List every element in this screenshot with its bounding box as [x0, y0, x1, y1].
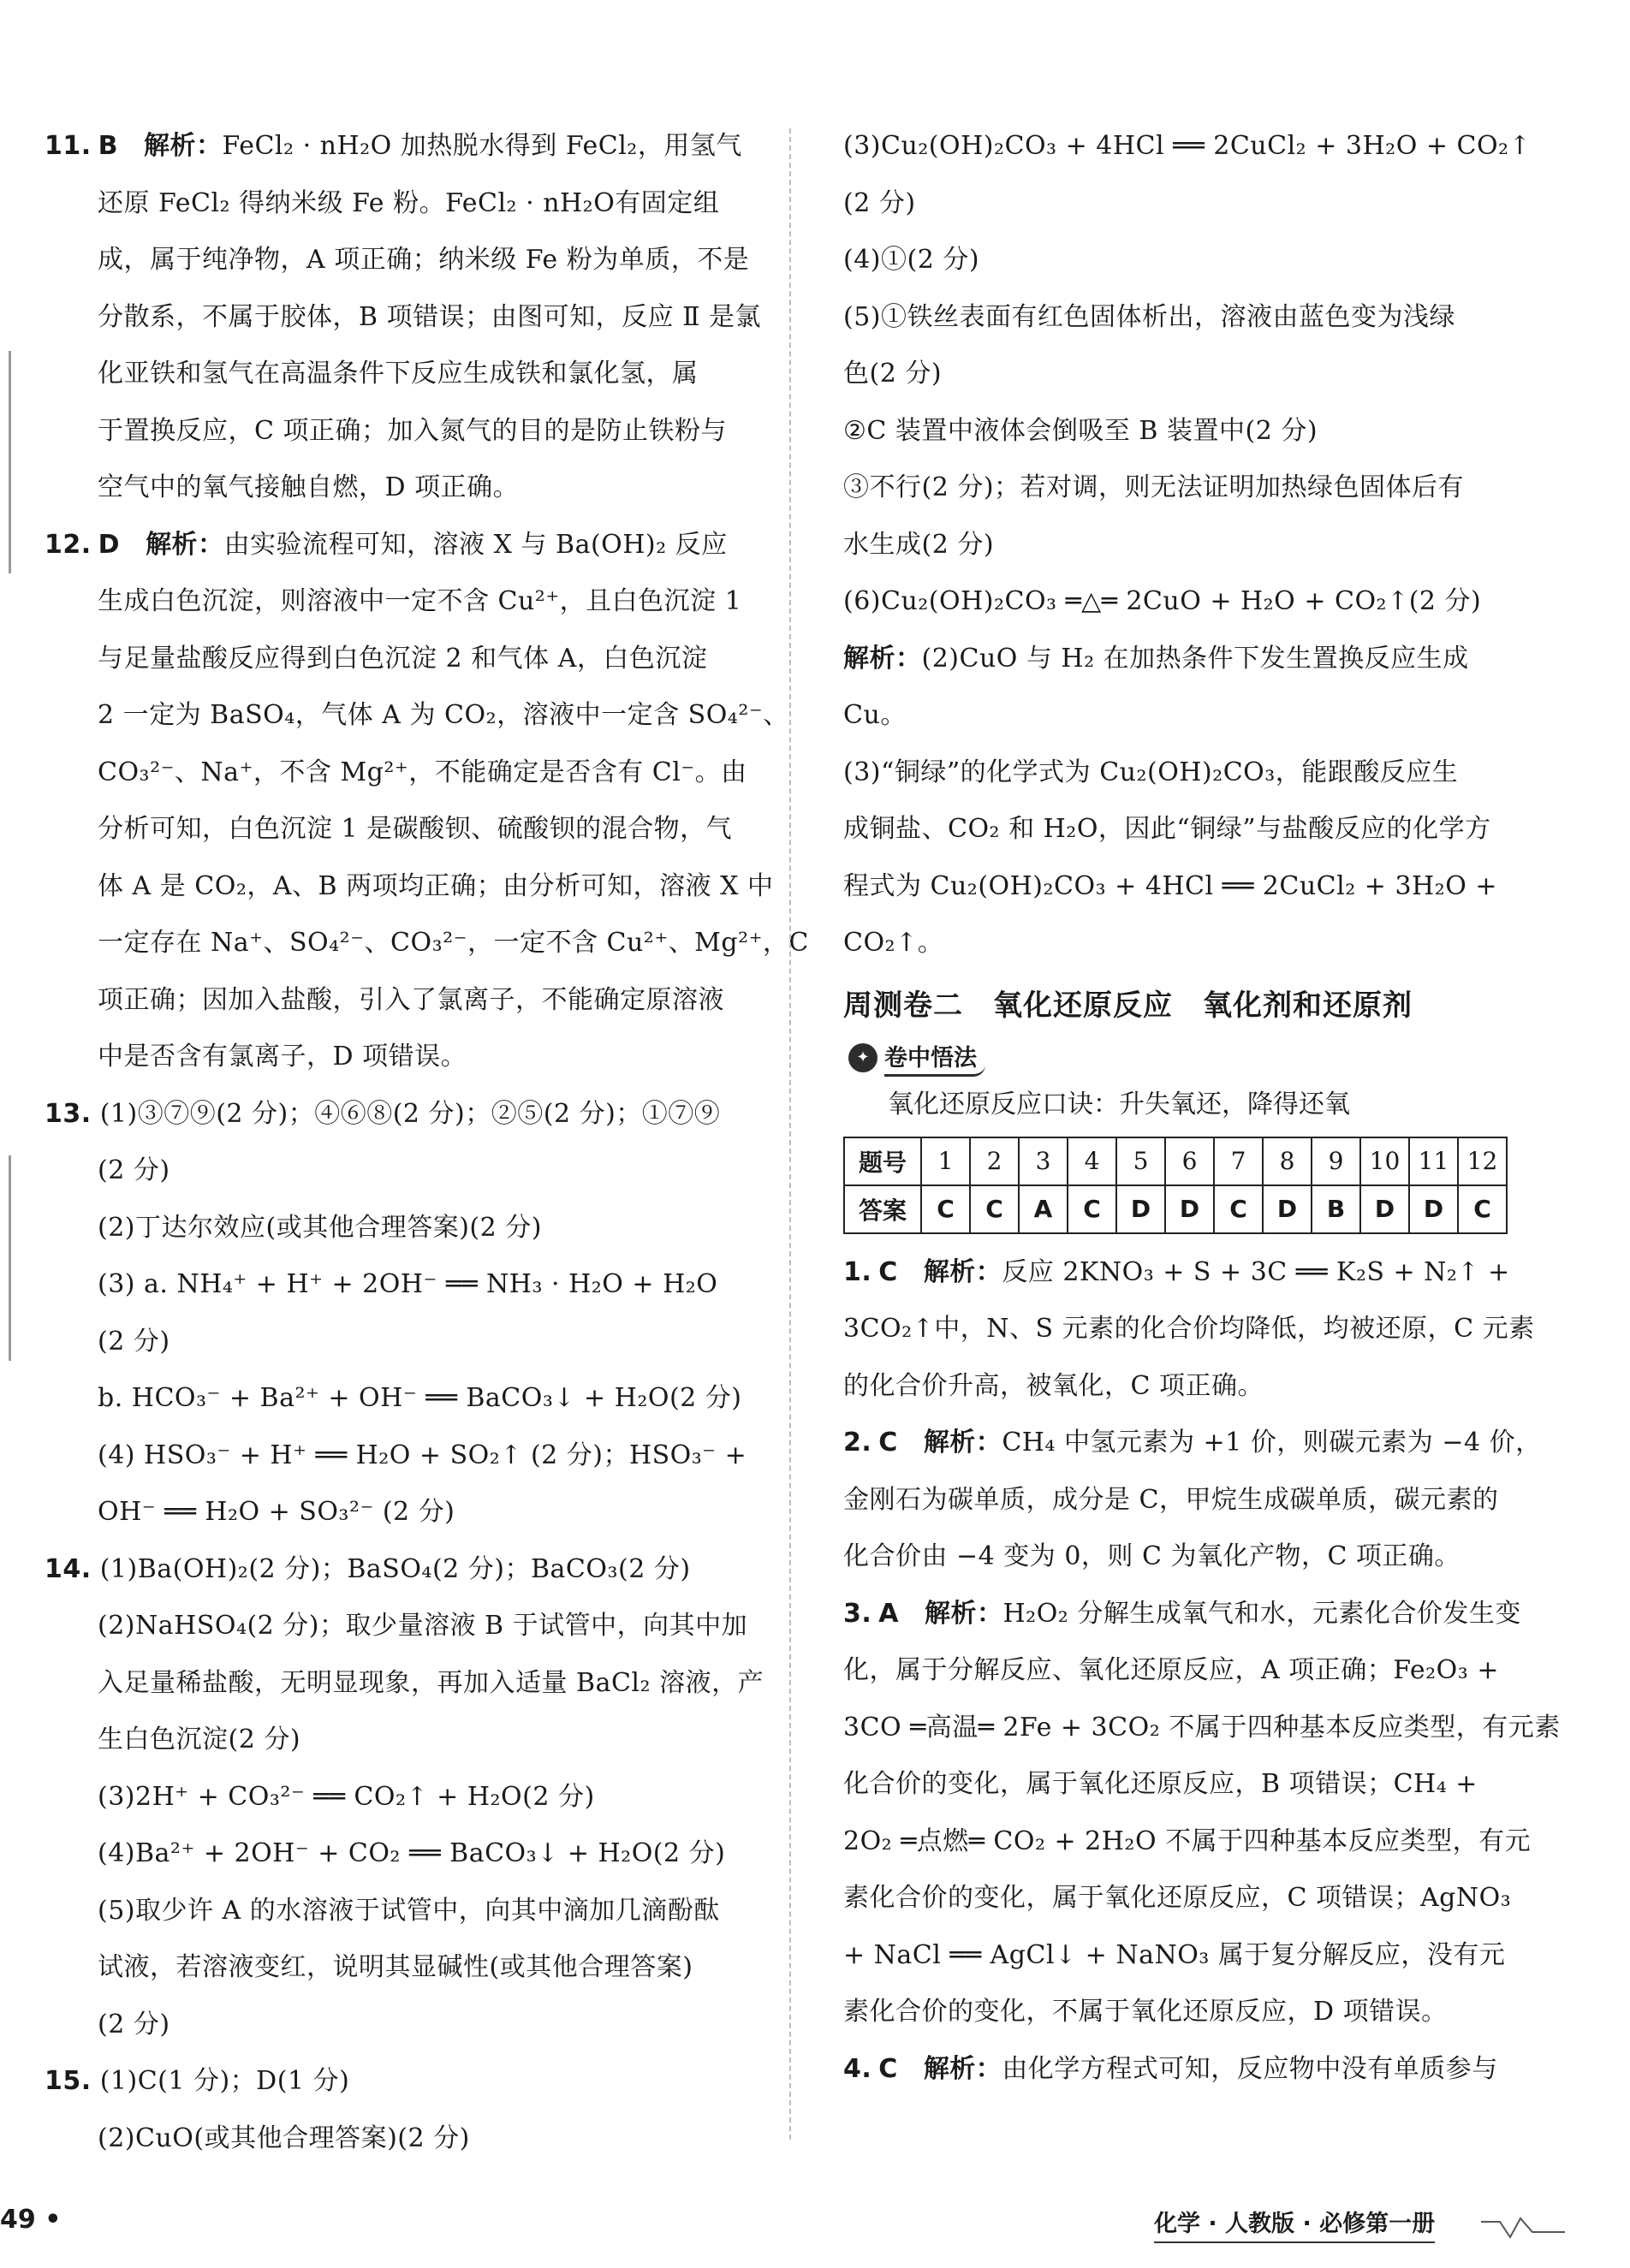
line-text: (6)Cu₂(OH)₂CO₃ ═△═ 2CuO + H₂O + CO₂↑(2 分): [843, 586, 1482, 616]
text-line: [45, 1029, 762, 1086]
text-line: [45, 631, 762, 688]
answer-cell: C: [1214, 1185, 1263, 1233]
line-text: b. HCO₃⁻ + Ba²⁺ + OH⁻ ══ BaCO₃↓ + H₂O(2 分): [98, 1383, 742, 1413]
question-number-cell: 12: [1458, 1137, 1507, 1185]
line-text: 化合价的变化，属于氧化还原反应，B 项错误；CH₄ +: [843, 1769, 1478, 1799]
left-column: [45, 118, 809, 2167]
line-text: 空气中的氧气接触自燃，D 项正确。: [98, 472, 520, 502]
line-text: 试液，若溶液变红，说明其显碱性(或其他合理答案): [98, 1952, 693, 1982]
text-line: [45, 289, 762, 347]
answer-cell: D: [1409, 1185, 1458, 1233]
answers-week-1-continued: [843, 118, 1532, 972]
line-text: 2O₂ ═点燃═ CO₂ + 2H₂O 不属于四种基本反应类型，有元: [843, 1826, 1532, 1856]
text-line: [45, 972, 762, 1030]
analysis-label: 解析：: [144, 131, 223, 161]
text-line: [843, 1814, 1532, 1871]
line-text: 中是否含有氯离子，D 项错误。: [98, 1042, 467, 1072]
question-start-line: [45, 2053, 762, 2111]
line-text: 金刚石为碳单质，成分是 C，甲烷生成碳单质，碳元素的: [843, 1484, 1499, 1515]
text-line: [843, 175, 1525, 233]
answer-cell: B: [1312, 1185, 1360, 1233]
line-text: 于置换反应，C 项正确；加入氮气的目的是防止铁粉与: [98, 415, 727, 446]
question-start-line: [45, 1086, 762, 1143]
line-text: 程式为 Cu₂(OH)₂CO₃ + 4HCl ══ 2CuCl₂ + 3H₂O +: [843, 870, 1497, 901]
text-line: [843, 1642, 1525, 1700]
text-line: [843, 1358, 1525, 1416]
choice-answer: C: [878, 1428, 898, 1458]
line-text: 化合价由 −4 变为 0，则 C 为氧化产物，C 项正确。: [843, 1541, 1460, 1571]
text-line: [843, 745, 1525, 802]
text-line: [843, 289, 1525, 347]
line-text: Cu。: [843, 700, 907, 730]
question-number-cell: 5: [1116, 1137, 1165, 1185]
line-text: CH₄ 中氢元素为 +1 价，则碳元素为 −4 价，: [1002, 1428, 1542, 1458]
answer-cell: C: [1458, 1185, 1507, 1233]
text-line: [45, 1997, 762, 2054]
line-text: 化，属于分解反应、氧化还原反应，A 项正确；Fe₂O₃ +: [843, 1655, 1499, 1685]
line-text: (3)2H⁺ + CO₃²⁻ ══ CO₂↑ + H₂O(2 分): [98, 1781, 595, 1812]
line-text: 一定存在 Na⁺、SO₄²⁻、CO₃²⁻，一定不含 Cu²⁺、Mg²⁺，C: [98, 928, 809, 958]
choice-answer: B: [98, 131, 119, 161]
binding-edge-mark: [9, 351, 11, 573]
text-line: [843, 915, 1525, 972]
line-text: (4) HSO₃⁻ + H⁺ ══ H₂O + SO₂↑ (2 分)；HSO₃⁻ +: [98, 1440, 747, 1470]
line-text: CO₃²⁻、Na⁺，不含 Mg²⁺，不能确定是否含有 Cl⁻。由: [98, 757, 747, 787]
question-number-cell: 3: [1019, 1137, 1068, 1185]
line-text: FeCl₂ · nH₂O 加热脱水得到 FeCl₂，用氢气: [222, 131, 742, 161]
text-line: [843, 1984, 1525, 2041]
question-number: 12.: [45, 529, 92, 560]
question-number-cell: 1: [921, 1137, 970, 1185]
text-line: [843, 1472, 1525, 1529]
choice-answer: A: [878, 1598, 899, 1629]
binding-edge-mark: [9, 1155, 11, 1361]
line-text: (2 分): [98, 2009, 170, 2039]
line-text: (2 分): [98, 1326, 170, 1357]
line-text: 水生成(2 分): [843, 529, 995, 560]
choice-answer: C: [878, 2053, 898, 2084]
line-text: (1)Ba(OH)₂(2 分)；BaSO₄(2 分)；BaCO₃(2 分): [99, 1553, 691, 1584]
text-line: [843, 631, 1525, 688]
line-text: (5)①铁丝表面有红色固体析出，溶液由蓝色变为浅绿: [843, 301, 1455, 332]
line-text: (1)C(1 分)；D(1 分): [99, 2066, 350, 2096]
line-text: (2)丁达尔效应(或其他合理答案)(2 分): [98, 1212, 542, 1243]
text-line: [45, 1256, 762, 1314]
line-text: (5)取少许 A 的水溶液于试管中，向其中滴加几滴酚酞: [98, 1895, 720, 1926]
text-line: [45, 1598, 762, 1655]
question-number-cell: 2: [970, 1137, 1019, 1185]
line-text: 素化合价的变化，属于氧化还原反应，C 项错误；AgNO₃: [843, 1883, 1512, 1913]
text-line: [843, 801, 1525, 858]
text-line: [843, 118, 1532, 175]
line-text: (3)“铜绿”的化学式为 Cu₂(OH)₂CO₃，能跟酸反应生: [843, 757, 1459, 787]
question-number: 4.: [843, 2053, 872, 2084]
text-line: [45, 1655, 762, 1713]
answer-table-number-header: 题号: [844, 1137, 921, 1185]
question-start-line: [843, 1586, 1525, 1643]
text-line: [45, 1883, 762, 1940]
text-line: [45, 858, 774, 916]
line-text: 生成白色沉淀，则溶液中一定不含 Cu²⁺，且白色沉淀 1: [98, 586, 742, 616]
section-title: 周测卷二 氧化还原反应 氧化剂和还原剂: [843, 988, 1413, 1023]
line-text: (2 分): [98, 1155, 170, 1185]
text-line: [45, 1712, 762, 1769]
line-text: (3)Cu₂(OH)₂CO₃ + 4HCl ══ 2CuCl₂ + 3H₂O + CO₂↑: [843, 131, 1532, 161]
mnemonic-tip: 氧化还原反应口诀：升失氧还，降得还氧: [888, 1089, 1350, 1119]
line-text: 体 A 是 CO₂，A、B 两项均正确；由分析可知，溶液 X 中: [98, 870, 774, 901]
question-number: 13.: [45, 1098, 92, 1129]
text-line: [45, 346, 762, 403]
answer-cell: C: [1068, 1185, 1116, 1233]
choice-answer: D: [98, 529, 121, 560]
text-line: [843, 460, 1525, 517]
line-text: 色(2 分): [843, 359, 943, 389]
question-number-cell: 10: [1360, 1137, 1409, 1185]
line-text: 成铜盐、CO₂ 和 H₂O，因此“铜绿”与盐酸反应的化学方: [843, 814, 1491, 844]
book-title: 化学 · 人教版 · 必修第一册: [1154, 2205, 1435, 2243]
question-number: 11.: [45, 131, 92, 161]
question-number-cell: 9: [1312, 1137, 1360, 1185]
line-text: 生白色沉淀(2 分): [98, 1725, 301, 1754]
line-text: 与足量盐酸反应得到白色沉淀 2 和气体 A，白色沉淀: [98, 643, 708, 674]
line-text: (2)CuO 与 H₂ 在加热条件下发生置换反应生成: [921, 643, 1469, 674]
line-text: 3CO ═高温═ 2Fe + 3CO₂ 不属于四种基本反应类型，有元素: [843, 1712, 1561, 1743]
text-line: [45, 745, 762, 802]
analysis-label: 解析：: [843, 643, 922, 674]
text-line: [45, 1769, 762, 1826]
answers-week-2: [843, 1244, 1561, 2099]
text-line: [45, 1826, 762, 1883]
text-line: [843, 517, 1525, 574]
text-line: [45, 801, 762, 858]
line-text: OH⁻ ══ H₂O + SO₃²⁻ (2 分): [98, 1497, 455, 1527]
text-line: [843, 687, 1525, 745]
answer-table-number-row: [844, 1137, 1507, 1185]
answer-cell: C: [970, 1185, 1019, 1233]
question-start-line: [843, 2041, 1525, 2099]
question-number-cell: 7: [1214, 1137, 1263, 1185]
method-tag: [848, 1039, 985, 1077]
answer-cell: D: [1165, 1185, 1214, 1233]
line-text: 反应 2KNO₃ + S + 3C ══ K₂S + N₂↑ +: [1002, 1256, 1510, 1287]
page-number: 49 •: [0, 2205, 62, 2235]
text-line: [45, 1314, 762, 1371]
text-line: [843, 1301, 1535, 1358]
line-text: 素化合价的变化，不属于氧化还原反应，D 项错误。: [843, 1997, 1448, 2027]
lightbulb-icon: ✦: [848, 1043, 877, 1072]
question-start-line: [45, 118, 762, 175]
text-line: [45, 2111, 762, 2168]
line-text: (2)NaHSO₄(2 分)；取少量溶液 B 于试管中，向其中加: [98, 1611, 748, 1641]
question-number-cell: 11: [1409, 1137, 1458, 1185]
line-text: (4)Ba²⁺ + 2OH⁻ + CO₂ ══ BaCO₃↓ + H₂O(2 分): [98, 1838, 726, 1868]
answer-table-answer-row: [844, 1185, 1507, 1233]
analysis-label: 解析：: [146, 529, 224, 560]
line-text: (1)③⑦⑨(2 分)；④⑥⑧(2 分)；②⑤(2 分)；①⑦⑨: [99, 1098, 721, 1129]
line-text: CO₂↑。: [843, 928, 944, 958]
line-text: 分析可知，白色沉淀 1 是碳酸钡、硫酸钡的混合物，气: [98, 814, 733, 844]
text-line: [843, 1529, 1525, 1586]
line-text: 的化合价升高，被氧化，C 项正确。: [843, 1370, 1264, 1401]
question-number: 1.: [843, 1256, 872, 1287]
line-text: (3) a. NH₄⁺ + H⁺ + 2OH⁻ ══ NH₃ · H₂O + H₂O: [98, 1269, 718, 1299]
text-line: [45, 403, 762, 460]
text-line: [843, 346, 1525, 403]
line-text: 项正确；因加入盐酸，引入了氯离子，不能确定原溶液: [98, 984, 724, 1015]
line-text: ②C 装置中液体会倒吸至 B 装置中(2 分): [843, 415, 1318, 446]
text-line: [843, 573, 1525, 631]
analysis-label: 解析：: [923, 2053, 1002, 2084]
answer-cell: D: [1116, 1185, 1165, 1233]
text-line: [45, 1370, 762, 1428]
line-text: 化亚铁和氢气在高温条件下反应生成铁和氯化氢，属: [98, 359, 699, 389]
text-line: [45, 175, 762, 233]
line-text: 3CO₂↑中，N、S 元素的化合价均降低，均被还原，C 元素: [843, 1314, 1535, 1344]
text-line: [843, 1700, 1561, 1757]
text-line: [45, 460, 762, 517]
question-start-line: [843, 1415, 1542, 1472]
question-number-cell: 6: [1165, 1137, 1214, 1185]
line-text: H₂O₂ 分解生成氧气和水，元素化合价发生变: [1002, 1598, 1521, 1629]
method-tag-label: 卷中悟法: [884, 1039, 985, 1077]
text-line: [843, 1756, 1525, 1814]
question-number: 2.: [843, 1428, 872, 1458]
question-number: 14.: [45, 1553, 92, 1584]
question-start-line: [843, 1244, 1525, 1302]
answer-cell: D: [1360, 1185, 1409, 1233]
text-line: [45, 1428, 762, 1485]
text-line: [843, 1927, 1525, 1985]
text-line: [45, 687, 789, 745]
text-line: [843, 232, 1525, 289]
answer-cell: C: [921, 1185, 970, 1233]
question-number: 3.: [843, 1598, 872, 1629]
text-line: [843, 403, 1525, 460]
choice-answer: C: [878, 1256, 898, 1287]
answer-cell: D: [1263, 1185, 1312, 1233]
line-text: 还原 FeCl₂ 得纳米级 Fe 粉。FeCl₂ · nH₂O有固定组: [98, 187, 720, 218]
line-text: 2 一定为 BaSO₄，气体 A 为 CO₂，溶液中一定含 SO₄²⁻、: [98, 700, 789, 730]
text-line: [45, 1939, 762, 1997]
line-text: ③不行(2 分)；若对调，则无法证明加热绿色固体后有: [843, 472, 1465, 502]
question-start-line: [45, 517, 762, 574]
text-line: [45, 1200, 762, 1257]
text-line: [843, 1870, 1525, 1927]
question-start-line: [45, 1541, 762, 1599]
text-line: [45, 573, 762, 631]
footer-decoration-icon: [1481, 2215, 1567, 2241]
answer-table-answer-header: 答案: [844, 1185, 921, 1233]
question-number-cell: 8: [1263, 1137, 1312, 1185]
question-number-cell: 4: [1068, 1137, 1116, 1185]
text-line: [45, 232, 762, 289]
analysis-label: 解析：: [925, 1598, 1003, 1629]
text-line: [45, 1484, 762, 1541]
line-text: 由实验流程可知，溶液 X 与 Ba(OH)₂ 反应: [223, 529, 728, 560]
line-text: (4)①(2 分): [843, 245, 980, 275]
line-text: (2)CuO(或其他合理答案)(2 分): [98, 2123, 470, 2153]
text-line: [45, 1143, 762, 1200]
analysis-label: 解析：: [923, 1428, 1002, 1458]
text-line: [843, 858, 1525, 916]
answer-table: [843, 1137, 1508, 1234]
answer-cell: A: [1019, 1185, 1068, 1233]
analysis-label: 解析：: [923, 1256, 1002, 1287]
question-number: 15.: [45, 2066, 92, 2096]
text-line: [45, 915, 809, 972]
line-text: 分散系，不属于胶体，B 项错误；由图可知，反应 Ⅱ 是氯: [98, 301, 762, 332]
right-column: [843, 118, 1561, 2098]
line-text: + NaCl ══ AgCl↓ + NaNO₃ 属于复分解反应，没有元: [843, 1939, 1506, 1970]
line-text: 由化学方程式可知，反应物中没有单质参与: [1002, 2053, 1498, 2084]
column-divider: [789, 128, 791, 2140]
line-text: 成，属于纯净物，A 项正确；纳米级 Fe 粉为单质，不是: [98, 245, 750, 275]
line-text: 入足量稀盐酸，无明显现象，再加入适量 BaCl₂ 溶液，产: [98, 1667, 764, 1698]
line-text: (2 分): [843, 187, 916, 218]
